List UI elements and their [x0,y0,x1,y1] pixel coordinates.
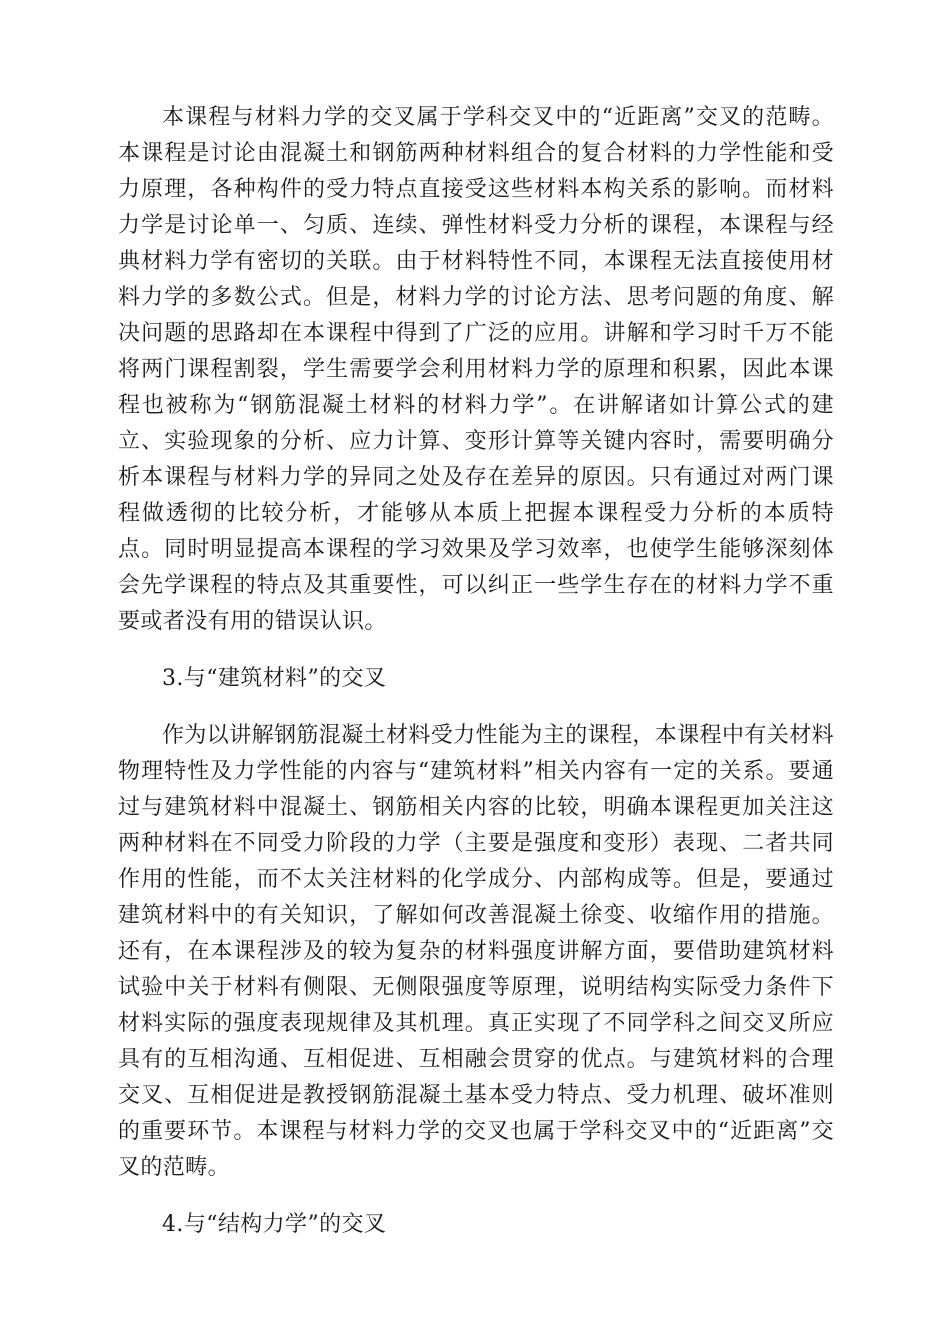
paragraph-materials-mechanics: 本课程与材料力学的交叉属于学科交叉中的“近距离”交叉的范畴。本课程是讨论由混凝土和钢筋两种材料组合的复合材料的力学性能和受力原理，各种构件的受力特点直接受这些材料本构关系的影响。而材料力学是讨论单一、匀质、连续、弹性材料受力分析的课程，本课程与经典材料力学有密切的关联。由于材料特性不同，本课程无法直接使用材料力学的多数公式。但是，材料力学的讨论方法、思考问题的角度、解决问题的思路却在本课程中得到了广泛的应用。讲解和学习时千万不能将两门课程割裂，学生需要学会利用材料力学的原理和积累，因此本课程也被称为“钢筋混凝土材料的材料力学”。在讲解诸如计算公式的建立、实验现象的分析、应力计算、变形计算等关键内容时，需要明确分析本课程与材料力学的异同之处及存在差异的原因。只有通过对两门课程做透彻的比较分析，才能够从本质上把握本课程受力分析的本质特点。同时明显提高本课程的学习效果及学习效率，也使学生能够深刻体会先学课程的特点及其重要性，可以纠正一些学生存在的材料力学不重要或者没有用的错误认识。 [118,105,834,634]
paragraph-building-materials: 作为以讲解钢筋混凝土材料受力性能为主的课程，本课程中有关材料物理特性及力学性能的内容与“建筑材料”相关内容有一定的关系。要通过与建筑材料中混凝土、钢筋相关内容的比较，明确本课程更加关注这两种材料在不同受力阶段的力学（主要是强度和变形）表现、二者共同作用的性能，而不太关注材料的化学成分、内部构成等。但是，要通过建筑材料中的有关知识，了解如何改善混凝土徐变、收缩作用的措施。还有，在本课程涉及的较为复杂的材料强度讲解方面，要借助建筑材料试验中关于材料有侧限、无侧限强度等原理，说明结构实际受力条件下材料实际的强度表现规律及其机理。真正实现了不同学科之间交叉所应具有的互相沟通、互相促进、互相融会贯穿的优点。与建筑材料的合理交叉、互相促进是教授钢筋混凝土基本受力特点、受力机理、破坏准则的重要环节。本课程与材料力学的交叉也属于学科交叉中的“近距离”交叉的范畴。 [118,723,835,1180]
section-heading-building-materials: 3.与“建筑材料”的交叉 [162,666,387,691]
document-page [118,100,834,1264]
section-heading-structural-mechanics: 4.与“结构力学”的交叉 [162,1212,387,1237]
